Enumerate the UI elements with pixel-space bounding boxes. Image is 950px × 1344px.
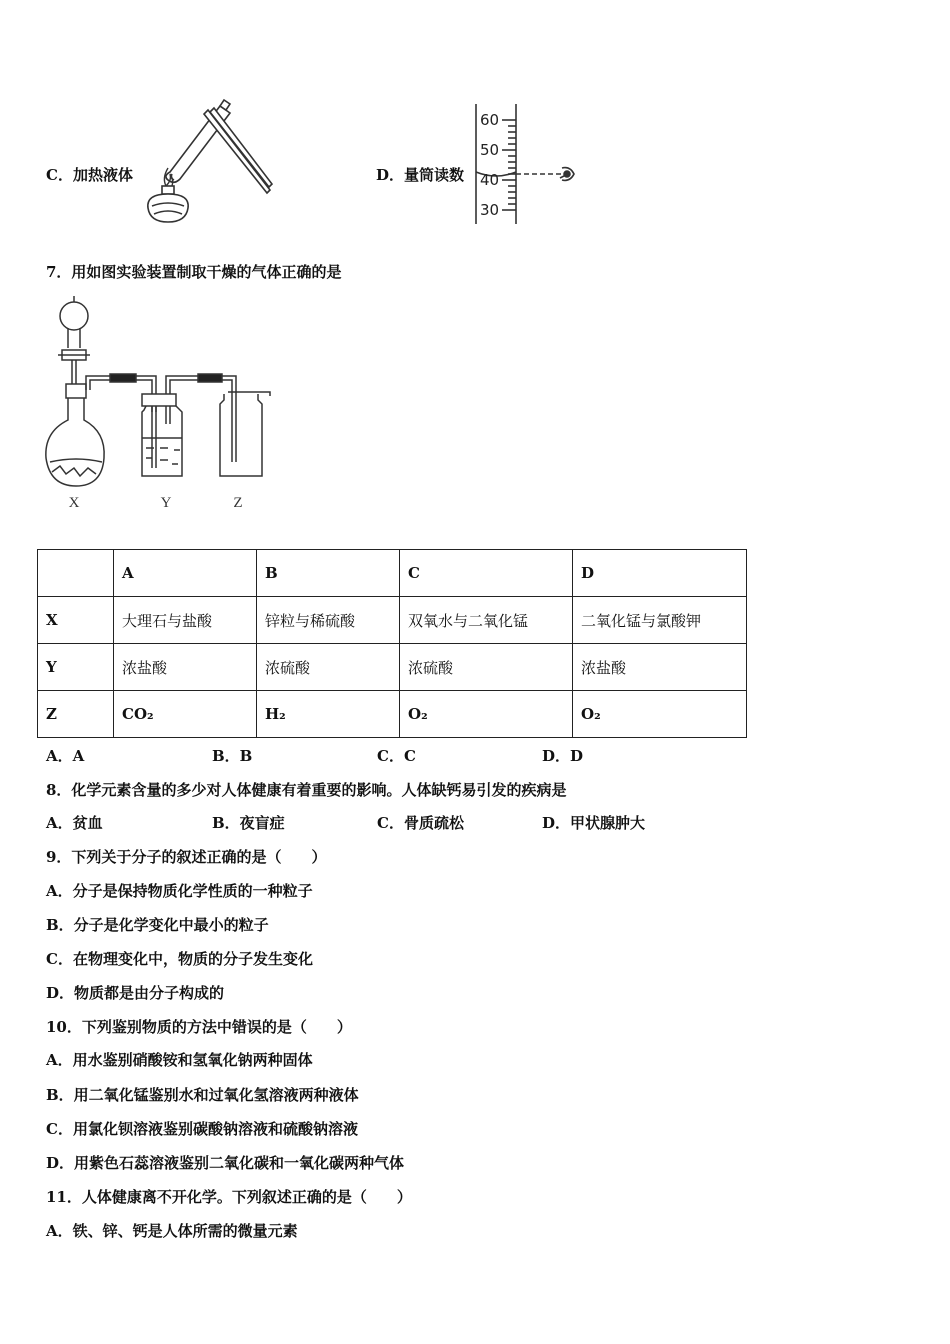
apparatus-label-x: X (68, 495, 80, 511)
q11-stem: 11．人体健康离不开化学。下列叙述正确的是（ ） (46, 1188, 412, 1206)
table-header-c: C (400, 550, 573, 597)
q8-stem: 8．化学元素含量的多少对人体健康有着重要的影响。人体缺钙易引发的疾病是 (46, 781, 567, 799)
q10-choice-d: D．用紫色石蕊溶液鉴别二氧化碳和一氧化碳两种气体 (46, 1154, 405, 1172)
q9-choice-c: C．在物理变化中，物质的分子发生变化 (46, 950, 313, 968)
table-row (38, 597, 747, 644)
table-row (38, 691, 747, 738)
table-cell: O₂ (573, 691, 747, 738)
q7-choice-c: C．C (377, 747, 416, 765)
table-row-label: X (38, 597, 114, 644)
table-header-a: A (114, 550, 257, 597)
table-cell: H₂ (257, 691, 400, 738)
q11-choice-a: A．铁、锌、钙是人体所需的微量元素 (46, 1222, 298, 1240)
table-cell: 大理石与盐酸 (114, 597, 257, 644)
q7-choice-a: A．A (46, 747, 85, 765)
table-cell: 双氧水与二氧化锰 (400, 597, 573, 644)
gas-apparatus-figure (40, 292, 280, 514)
table-cell: 浓硫酸 (257, 644, 400, 691)
q9-stem: 9．下列关于分子的叙述正确的是（ ） (46, 848, 327, 866)
cylinder-tick-60: 60 (480, 111, 500, 129)
q9-choice-b: B．分子是化学变化中最小的粒子 (46, 916, 269, 934)
q7-choice-d: D．D (542, 747, 584, 765)
cylinder-tick-30: 30 (480, 201, 500, 219)
cylinder-tick-40: 40 (480, 171, 500, 189)
table-row (38, 644, 747, 691)
table-header-b: B (257, 550, 400, 597)
table-cell: 浓盐酸 (114, 644, 257, 691)
q7-stem: 7．用如图实验装置制取干燥的气体正确的是 (46, 263, 342, 281)
table-cell (38, 550, 114, 597)
q9-choice-d: D．物质都是由分子构成的 (46, 984, 225, 1002)
q7-options-table (37, 549, 747, 738)
heating-liquid-figure (140, 98, 275, 228)
table-cell: 浓盐酸 (573, 644, 747, 691)
table-cell: 二氧化锰与氯酸钾 (573, 597, 747, 644)
table-cell: 浓硫酸 (400, 644, 573, 691)
option-c-heating-liquid: C．加热液体 (46, 166, 133, 184)
graduated-cylinder-figure (470, 102, 585, 227)
table-header-d: D (573, 550, 747, 597)
q10-choice-b: B．用二氧化锰鉴别水和过氧化氢溶液两种液体 (46, 1086, 359, 1104)
table-cell: 锌粒与稀硫酸 (257, 597, 400, 644)
apparatus-label-y: Y (160, 495, 172, 511)
q8-choice-c: C．骨质疏松 (377, 814, 464, 832)
apparatus-label-z: Z (233, 495, 243, 511)
q10-choice-a: A．用水鉴别硝酸铵和氢氧化钠两种固体 (46, 1051, 313, 1069)
q10-choice-c: C．用氯化钡溶液鉴别碳酸钠溶液和硫酸钠溶液 (46, 1120, 358, 1138)
table-cell: CO₂ (114, 691, 257, 738)
q10-stem: 10．下列鉴别物质的方法中错误的是（ ） (46, 1018, 352, 1036)
cylinder-tick-50: 50 (480, 141, 500, 159)
q7-choice-b: B．B (212, 747, 253, 765)
q8-choice-d: D．甲状腺肿大 (542, 814, 646, 832)
option-d-cylinder-reading: D．量筒读数 (376, 166, 465, 184)
q8-choice-a: A．贫血 (46, 814, 103, 832)
table-row-label: Z (38, 691, 114, 738)
table-row-label: Y (38, 644, 114, 691)
table-cell: O₂ (400, 691, 573, 738)
q8-choice-b: B．夜盲症 (212, 814, 285, 832)
q9-choice-a: A．分子是保持物质化学性质的一种粒子 (46, 882, 313, 900)
table-header-row (38, 550, 747, 597)
